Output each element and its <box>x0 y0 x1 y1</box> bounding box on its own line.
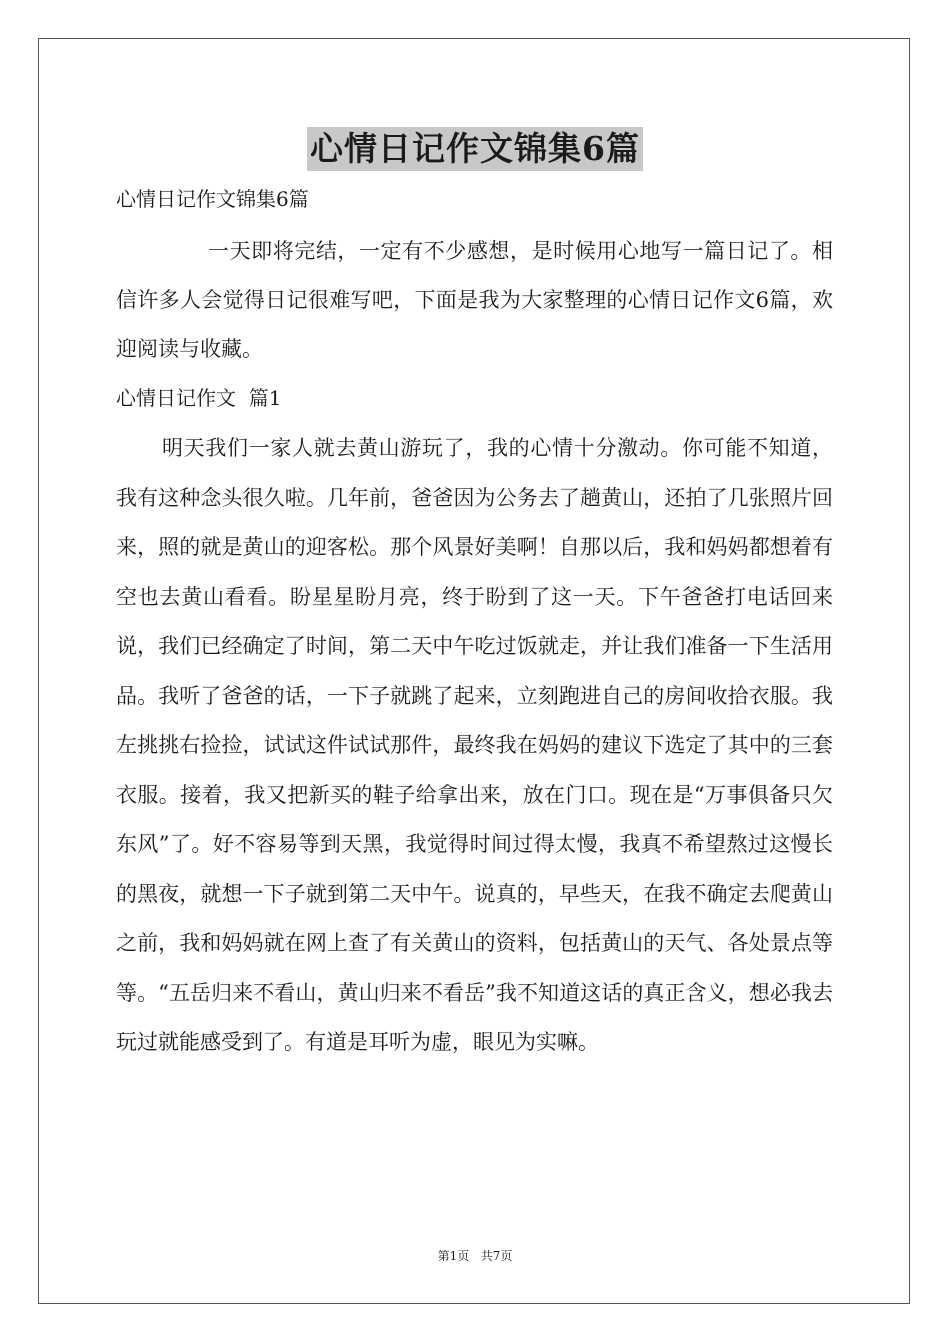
title-container <box>0 127 950 171</box>
body-paragraph: 明天我们一家人就去黄山游玩了，我的心情十分激动。你可能不知道，我有这种念头很久啦。几年前，爸爸因为公务去了趟黄山，还拍了几张照片回来，照的就是黄山的迎客松。那个风景好美啊！自那以后，我和妈妈都想着有空也去黄山看看。盼星星盼月亮，终于盼到了这一天。下午爸爸打电话回来说，我们已经确定了时间，第二天中午吃过饭就走，并让我们准备一下生活用品。我听了爸爸的话，一下子就跳了起来，立刻跑进自己的房间收拾衣服。我左挑挑右捡捡，试试这件试试那件，最终我在妈妈的建议下选定了其中的三套衣服。接着，我又把新买的鞋子给拿出来，放在门口。现在是“万事俱备只欠东风”了。好不容易等到天黑，我觉得时间过得太慢，我真不希望熬过这慢长的黑夜，就想一下子就到第二天中午。说真的，早些天，在我不确定去爬黄山之前，我和妈妈就在网上查了有关黄山的资料，包括黄山的天气、各处景点等等。“五岳归来不看山，黄山归来不看岳”我不知道这话的真正含义，想必我去玩过就能感受到了。有道是耳听为虚，眼见为实嘛。 <box>116 436 833 1054</box>
document-title: 心情日记作文锦集6篇 <box>307 127 643 171</box>
intro-paragraph: 一天即将完结，一定有不少感想，是时候用心地写一篇日记了。相信许多人会觉得日记很难写吧，下面是我为大家整理的心情日记作文6篇，欢迎阅读与收藏。 <box>116 239 833 361</box>
page-footer: 第1页 共7页 <box>437 1249 513 1263</box>
document-subtitle: 心情日记作文锦集6篇 <box>116 187 309 211</box>
section-heading: 心情日记作文 篇1 <box>116 386 282 410</box>
